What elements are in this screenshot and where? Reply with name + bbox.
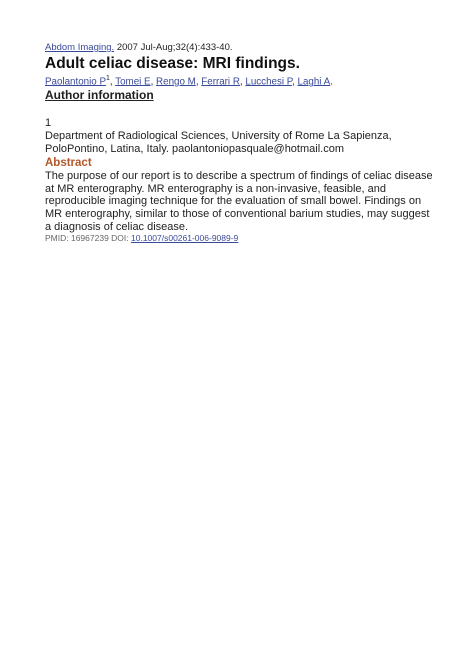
- author-separator: ,: [292, 76, 298, 88]
- spacer: [45, 103, 440, 117]
- affiliation-line: Department of Radiological Sciences, University of Rome La Sapienza,: [45, 130, 392, 143]
- abstract-line: at MR enterography. MR enterography is a non-invasive, feasible, and: [45, 182, 386, 195]
- author-link[interactable]: Lucchesi P: [245, 76, 293, 88]
- citation-line: [45, 42, 440, 54]
- author-separator: .: [330, 76, 333, 88]
- pmid-text: PMID: 16967239 DOI:: [45, 233, 131, 244]
- author-link[interactable]: Paolantonio P: [45, 76, 107, 88]
- author-link[interactable]: Rengo M: [156, 76, 196, 88]
- abstract-line: a diagnosis of celiac disease.: [45, 220, 189, 233]
- article-title: Adult celiac disease: MRI findings.: [45, 55, 300, 72]
- abstract-heading: Abstract: [45, 157, 92, 170]
- abstract-line: MR enterography, similar to those of conventional barium studies, may suggest: [45, 208, 430, 221]
- abstract-line: The purpose of our report is to describe a spectrum of findings of celiac disease: [45, 170, 433, 183]
- identifiers-line: [45, 233, 440, 244]
- author-link[interactable]: Laghi A: [297, 76, 331, 88]
- abstract-line: reproducible imaging technique for the evaluation of small bowel. Findings on: [45, 195, 422, 208]
- author-link[interactable]: Ferrari R: [201, 76, 240, 88]
- author-information-toggle[interactable]: Author information: [45, 88, 154, 103]
- affiliation-line: PoloPontino, Latina, Italy. paolantoniopasquale@hotmail.com: [45, 143, 344, 156]
- author-list: [45, 73, 440, 88]
- author-separator: ,: [239, 76, 246, 88]
- author-separator: ,: [109, 76, 116, 88]
- author-link[interactable]: Tomei E: [115, 76, 151, 88]
- journal-link[interactable]: Abdom Imaging.: [45, 42, 115, 53]
- author-separator: ,: [150, 76, 157, 88]
- abstract-body: [45, 170, 440, 233]
- author-affiliation-sup: 1: [106, 75, 110, 82]
- affiliation-number: 1: [45, 117, 52, 130]
- affiliation-text: [45, 130, 440, 156]
- citation-details: 2007 Jul-Aug;32(4):433-40.: [114, 42, 233, 53]
- doi-link[interactable]: 10.1007/s00261-006-9089-9: [131, 233, 239, 244]
- article-record: [45, 42, 440, 244]
- author-separator: ,: [195, 76, 202, 88]
